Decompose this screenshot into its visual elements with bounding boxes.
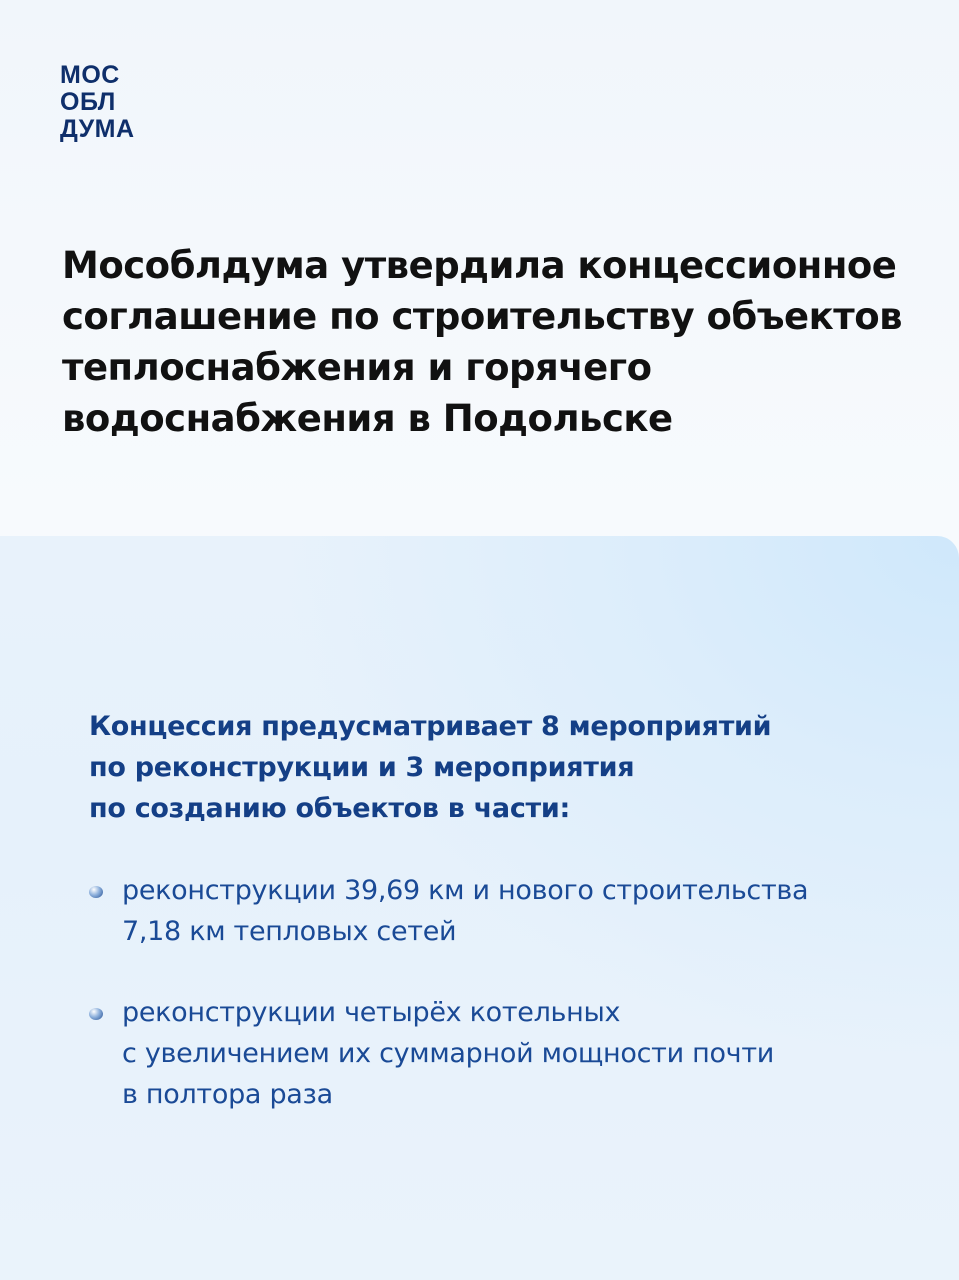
logo-line-1: МОС [60, 61, 120, 89]
headline [62, 240, 922, 444]
card-lead [89, 706, 771, 829]
logo-line-2: ОБЛ [60, 88, 116, 116]
info-card [0, 536, 959, 1280]
bullet-line: реконструкции четырёх котельных [122, 997, 621, 1028]
lead-line: по созданию объектов в части: [89, 793, 571, 824]
bullet-line: реконструкции 39,69 км и нового строительства [122, 875, 809, 906]
list-item [89, 992, 808, 1115]
bullet-line: в полтора раза [122, 1079, 333, 1110]
logo-line-3: ДУМА [60, 115, 135, 143]
list-item [89, 870, 808, 952]
bullet-text [122, 992, 808, 1115]
bullet-text [122, 870, 808, 952]
headline-line: водоснабжения в Подольске [62, 397, 673, 440]
bullet-line: 7,18 км тепловых сетей [122, 916, 457, 947]
headline-line: соглашение по строительству объектов [62, 295, 903, 338]
lead-line: Концессия предусматривает 8 мероприятий [89, 711, 772, 742]
bullet-dot-icon [89, 1008, 103, 1020]
mosoblduma-logo [60, 62, 135, 143]
bullet-line: с увеличением их суммарной мощности почти [122, 1038, 775, 1069]
headline-line: Мособлдума утвердила концессионное [62, 244, 897, 287]
bullet-list [89, 870, 808, 1155]
bullet-dot-icon [89, 886, 103, 898]
lead-line: по реконструкции и 3 мероприятия [89, 752, 635, 783]
headline-line: теплоснабжения и горячего [62, 346, 652, 389]
